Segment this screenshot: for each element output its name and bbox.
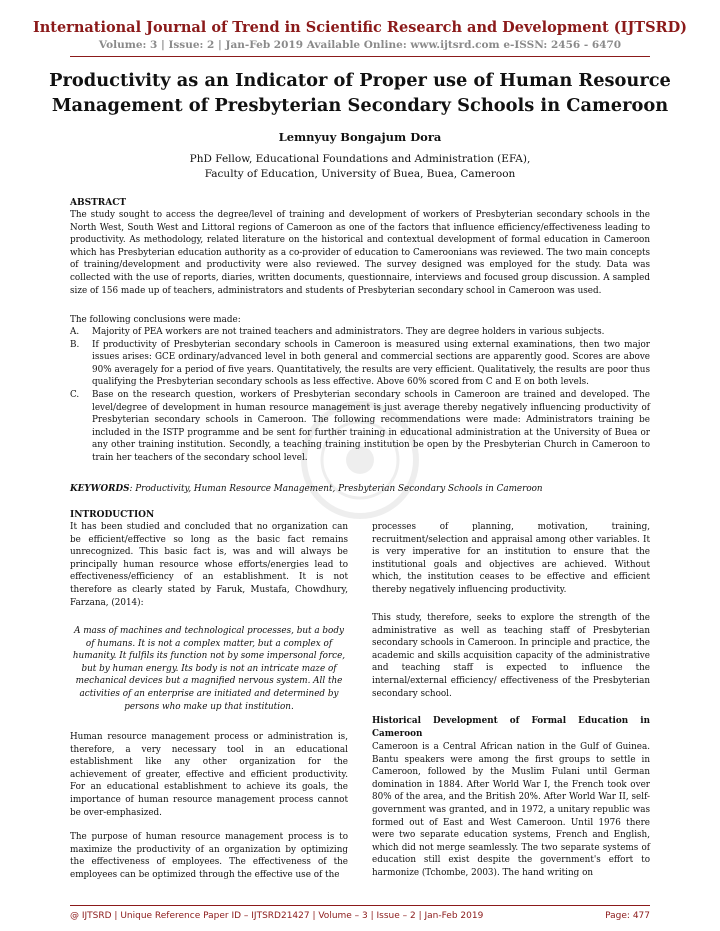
affiliation-line: PhD Fellow, Educational Foundations and Administration (EFA),	[189, 153, 531, 165]
history-paragraph: Cameroon is a Central African nation in the Gulf of Guinea. Bantu speakers were among the first groups to settle in Cameroon, followed by the Muslim Fulani until German domination in 1884. After World War I, the French took over 80% of the area, and the British 20%. After World War II, self-government was granted, and in 1972, a unitary republic was formed out of East and West Cameroon. Until 1976 there were two separate education systems, French and English, which did not merge seamlessly. The two separate systems of education still exist despite the government's effort to harmonize (Tchombe, 2003). The hand writing on	[372, 742, 650, 878]
block-quote: A mass of machines and technological processes, but a body of humans. It is not a complex matter, but a complex of humanity. It fulfils its function not by some impersonal force, but by human energy. Its body is not an intricate maze of mechanical devices but a magnified nervous system. All the activities of an enterprise are initiated and determined by persons who make up that institution.	[72, 626, 346, 712]
keywords-text: : Productivity, Human Resource Management, Presbyterian Secondary Schools in Cameroon	[129, 484, 543, 494]
header-divider	[70, 56, 650, 57]
conclusions-intro: The following conclusions were made:	[70, 315, 241, 325]
author-affiliation	[0, 152, 720, 182]
list-item	[70, 326, 650, 339]
intro-paragraph: This study, therefore, seeks to explore the strength of the administrative as well as teaching staff of Presbyterian secondary schools in Cameroon. In principle and practice, the academic and skills acquisition capacity of the administrative and teaching staff is expected to influence the internal/external efficiency/ effectiveness of the Presbyterian secondary school.	[372, 613, 650, 699]
list-marker: C.	[70, 389, 80, 400]
intro-paragraph: processes of planning, motivation, training, recruitment/selection and appraisal among other variables. It is very imperative for an institution to ensure that the institutional goals and objectives are achieved. Without which, the institution ceases to be effective and efficient thereby negatively influencing productivity.	[372, 522, 650, 595]
list-marker: B.	[70, 339, 80, 350]
footer-divider	[70, 905, 650, 906]
intro-paragraph: Human resource management process or administration is, therefore, a very necessary tool in an educational establishment like any other organization for the achievement of greater, effective and efficient productivity. For an educational establishment to achieve its goals, the importance of human resource management process cannot be over-emphasized.	[70, 732, 348, 818]
list-item-text: Majority of PEA workers are not trained teachers and administrators. They are degree holders in various subjects.	[92, 327, 605, 337]
author-name: Lemnyuy Bongajum Dora	[278, 130, 442, 144]
list-item-text: If productivity of Presbyterian secondary schools in Cameroon is measured using external examinations, then two major issues arises: GCE ordinary/advanced level in both general and commercial sections are apparently good. Scores are above 90% averagely for a period of five years. Quantitatively, the results are very efficient. Qualitatively, the results are poor thus qualifying the Presbyterian secondary schools as less effective. Above 60% scored from C and E on both levels.	[92, 339, 650, 388]
conclusions-list	[70, 326, 650, 465]
intro-paragraph: It has been studied and concluded that no organization can be efficient/effective so long as the basic fact remains unrecognized. This basic fact is, was and will always be principally human resource whose efforts/energies lead to effectiveness/efficiency of an establishment. It is not therefore as clearly stated by Faruk, Mustafa, Chowdhury, Farzana, (2014):	[70, 522, 348, 608]
footer-reference: @ IJTSRD | Unique Reference Paper ID – IJTSRD21427 | Volume – 3 | Issue – 2 | Jan-Feb 2019	[70, 911, 484, 921]
section-heading: Historical Development of Formal Education in Cameroon	[372, 716, 650, 739]
affiliation-line: Faculty of Education, University of Buea, Buea, Cameroon	[204, 168, 516, 180]
keywords	[70, 483, 650, 496]
list-item	[70, 339, 650, 389]
abstract-text: The study sought to access the degree/level of training and development of workers of Presbyterian secondary schools in the North West, South West and Littoral regions of Cameroon as one of the factors that influence efficiency/effectiveness leading to productivity. As methodology, related literature on the historical and contextual development of formal education in Cameroon which has Presbyterian education authority as a co-provider of education to Cameroonians was reviewed. The two main concepts of training/development and productivity were also reviewed. The survey designed was employed for the study. Data was collected with the use of reports, diaries, written documents, questionnaire, interviews and focused group discussion. A sampled size of 156 made up of teachers, administrators and students of Presbyterian secondary school in Cameroon was used.	[70, 210, 650, 296]
abstract-heading: ABSTRACT	[70, 198, 127, 208]
page-number: Page: 477	[605, 911, 650, 921]
list-item-text: Base on the research question, workers of Presbyterian secondary schools in Cameroon are trained and developed. The level/degree of development in human resource management is just average thereby negatively influencing productivity of Presbyterian secondary schools in Cameroon. The following recommendations were made: Administrators training be included in the ISTP programme and be sent for further training in educational administration at the University of Buea or any other training institution. Secondly, a teaching training institution be open by the Presbyterian Church in Cameroon to train her teachers of the secondary school level.	[92, 389, 650, 463]
intro-paragraph: The purpose of human resource management process is to maximize the productivity of an organization by optimizing the effectiveness of employees. The effectiveness of the employees can be optimized through the effective use of the	[70, 832, 348, 880]
paper-title: Productivity as an Indicator of Proper use of Human Resource Management of Presbyterian Secondary Schools in Cameroon	[49, 70, 671, 116]
keywords-label: KEYWORDS	[70, 484, 130, 494]
list-item	[70, 389, 650, 465]
list-marker: A.	[70, 327, 80, 337]
introduction-heading: INTRODUCTION	[70, 510, 155, 520]
journal-title: International Journal of Trend in Scientific Research and Development (IJTSRD)	[32, 19, 688, 36]
journal-meta: Volume: 3 | Issue: 2 | Jan-Feb 2019 Available Online: www.ijtsrd.com e-ISSN: 2456 - 6470	[98, 39, 622, 51]
